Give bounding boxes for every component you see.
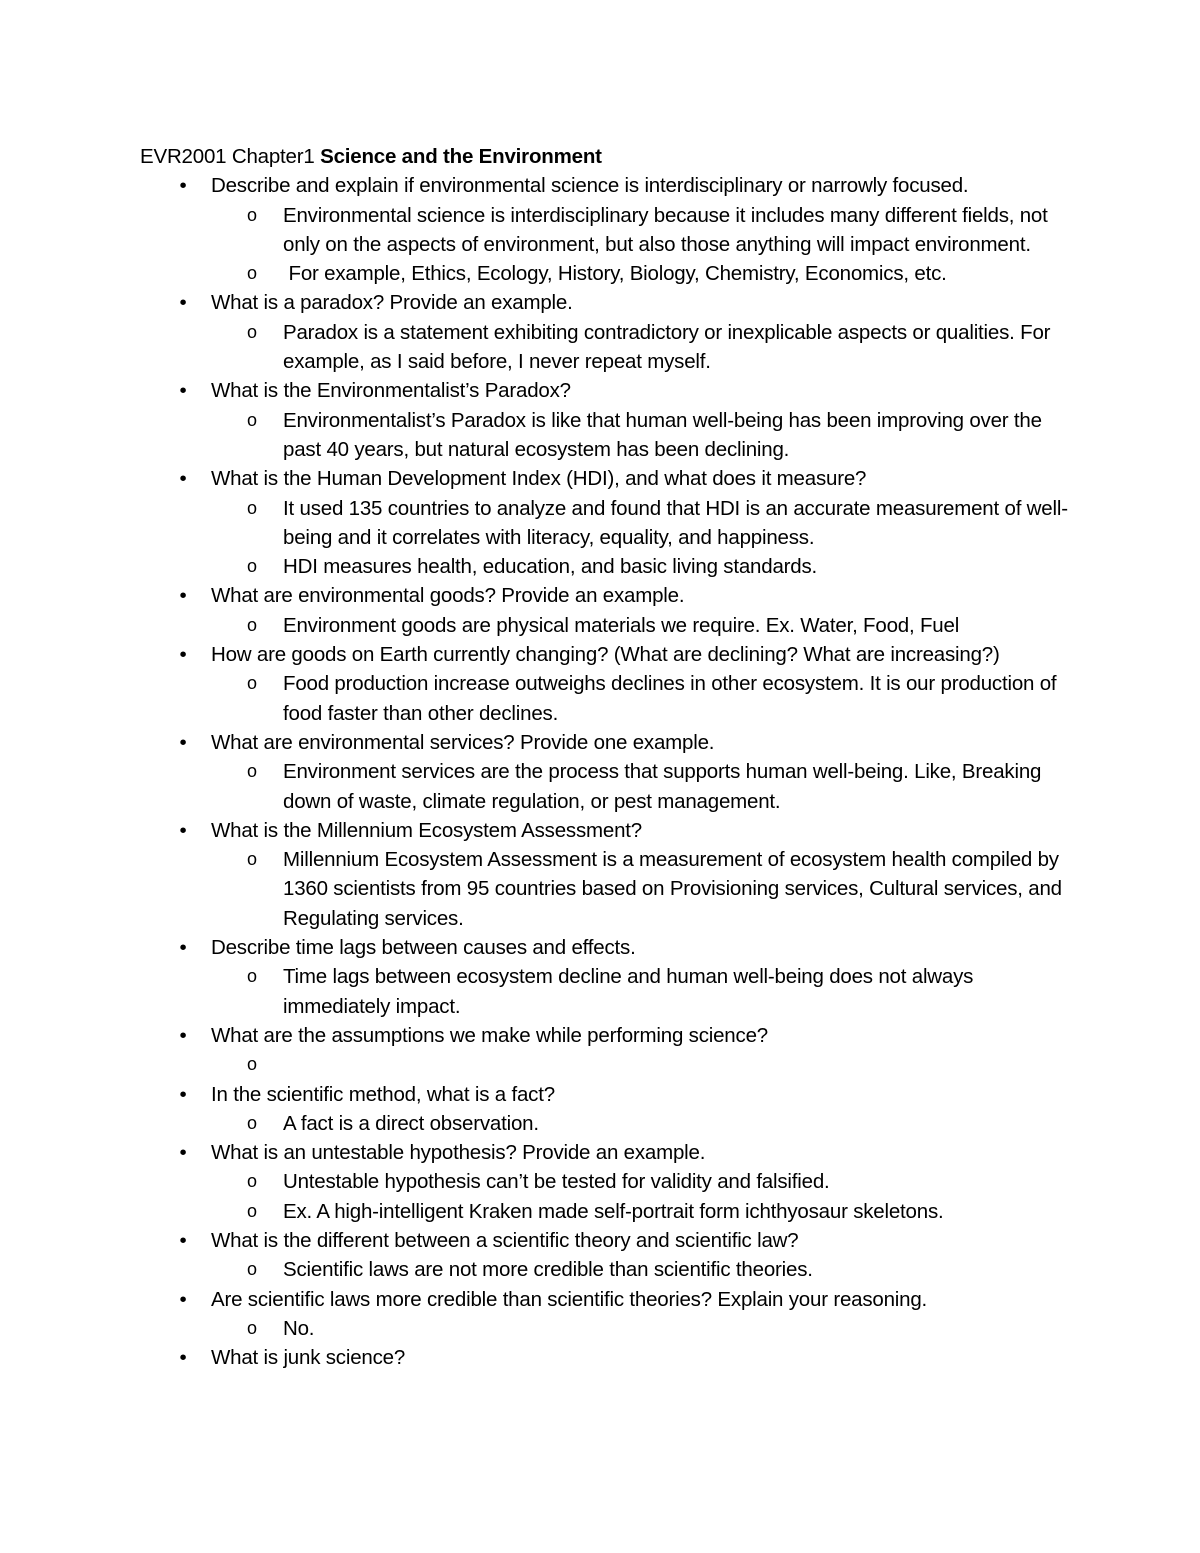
circle-bullet-icon: o: [247, 761, 257, 782]
circle-bullet-icon: o: [247, 556, 257, 577]
circle-bullet-icon: o: [247, 966, 257, 987]
bullet-icon: •: [179, 1228, 187, 1252]
answer-text: Environment services are the process that supports human well-being. Like, Breaking down of waste, climate regulation, or pest management.: [283, 760, 1047, 813]
circle-bullet-icon: o: [247, 497, 257, 518]
answer-item: [211, 757, 1070, 816]
answer-text: Millennium Ecosystem Assessment is a measurement of ecosystem health compiled by 1360 scientists from 95 countries based on Provisioning services, Cultural services, and Regulating services.: [283, 848, 1068, 930]
question-text: Describe and explain if environmental science is interdisciplinary or narrowly focused.: [211, 174, 969, 198]
circle-bullet-icon: o: [247, 321, 257, 342]
bullet-icon: •: [179, 379, 187, 403]
title-chapter-name: Science and the Environment: [320, 145, 602, 168]
circle-bullet-icon: o: [247, 204, 257, 225]
question-text: What is the Human Development Index (HDI), and what does it measure?: [211, 467, 867, 491]
question-item: [140, 933, 1070, 1021]
answer-text: Untestable hypothesis can’t be tested for validity and falsified.: [283, 1170, 830, 1194]
answer-list: [211, 1050, 1070, 1079]
answer-list: [211, 406, 1070, 465]
circle-bullet-icon: o: [247, 1317, 257, 1338]
question-text: In the scientific method, what is a fact?: [211, 1082, 555, 1106]
answer-list: [211, 669, 1070, 728]
question-item: [140, 640, 1070, 728]
bullet-icon: •: [179, 936, 187, 960]
bullet-icon: •: [179, 1082, 187, 1106]
bullet-icon: •: [179, 174, 187, 198]
answer-item: [211, 406, 1070, 465]
circle-bullet-icon: o: [247, 849, 257, 870]
question-item: [140, 376, 1070, 464]
document-title: [140, 142, 1070, 171]
circle-bullet-icon: o: [247, 1171, 257, 1192]
question-text: What are the assumptions we make while performing science?: [211, 1023, 768, 1047]
answer-text: Time lags between ecosystem decline and human well-being does not always immediately impact.: [283, 965, 979, 1018]
circle-bullet-icon: o: [247, 1054, 257, 1075]
question-text: Describe time lags between causes and effects.: [211, 936, 636, 960]
question-text: What is the Millennium Ecosystem Assessment?: [211, 818, 642, 842]
answer-item: [211, 611, 1070, 640]
answer-text: Paradox is a statement exhibiting contradictory or inexplicable aspects or qualities. For example, as I said before, I never repeat myself.: [283, 320, 1056, 374]
bullet-icon: •: [179, 1346, 187, 1370]
circle-bullet-icon: o: [247, 673, 257, 694]
question-item: [140, 464, 1070, 581]
circle-bullet-icon: o: [247, 263, 257, 284]
question-text: What is junk science?: [211, 1346, 406, 1370]
answer-text: A fact is a direct observation.: [283, 1111, 539, 1135]
answer-item: [211, 1197, 1070, 1226]
answer-item: [211, 1314, 1070, 1343]
question-list: [140, 171, 1070, 1372]
bullet-icon: •: [179, 818, 187, 842]
answer-item: [211, 552, 1070, 581]
circle-bullet-icon: o: [247, 1200, 257, 1221]
answer-text: Environmental science is interdisciplinary because it includes many different fields, not only on the aspects of environment, but also those anything will impact environment.: [283, 203, 1054, 256]
question-text: What are environmental services? Provide one example.: [211, 730, 715, 754]
question-item: [140, 581, 1070, 640]
answer-list: [211, 611, 1070, 640]
answer-text: Ex. A high-intelligent Kraken made self-portrait form ichthyosaur skeletons.: [283, 1199, 944, 1223]
bullet-icon: •: [179, 643, 187, 667]
bullet-icon: •: [179, 1023, 187, 1047]
bullet-icon: •: [179, 730, 187, 754]
circle-bullet-icon: o: [247, 409, 257, 430]
question-text: What is a paradox? Provide an example.: [211, 291, 573, 315]
question-text: Are scientific laws more credible than scientific theories? Explain your reasoning.: [211, 1287, 928, 1311]
answer-item: [211, 1167, 1070, 1196]
question-item: [140, 816, 1070, 933]
question-item: [140, 1226, 1070, 1285]
circle-bullet-icon: o: [247, 1259, 257, 1280]
answer-text: No.: [283, 1316, 315, 1340]
question-text: How are goods on Earth currently changing? (What are declining? What are increasing?): [211, 643, 1000, 667]
answer-list: [211, 1167, 1070, 1226]
answer-list: [211, 757, 1070, 816]
answer-item: [211, 318, 1070, 377]
answer-list: [211, 201, 1070, 289]
question-item: [140, 728, 1070, 816]
answer-item: [211, 845, 1070, 933]
answer-item: [211, 669, 1070, 728]
answer-list: [211, 1109, 1070, 1138]
answer-item: [211, 1255, 1070, 1284]
answer-item: [211, 494, 1070, 553]
answer-item: [211, 259, 1070, 288]
answer-item: [211, 962, 1070, 1021]
title-course: EVR2001 Chapter1: [140, 145, 315, 168]
answer-text: HDI measures health, education, and basic living standards.: [283, 555, 818, 579]
answer-list: [211, 318, 1070, 377]
question-item: [140, 1343, 1070, 1372]
answer-list: [211, 1314, 1070, 1343]
answer-text: Scientific laws are not more credible than scientific theories.: [283, 1258, 813, 1282]
question-item: [140, 288, 1070, 376]
bullet-icon: •: [179, 584, 187, 608]
bullet-icon: •: [179, 1287, 187, 1311]
bullet-icon: •: [179, 1141, 187, 1165]
bullet-icon: •: [179, 467, 187, 491]
answer-list: [211, 494, 1070, 582]
circle-bullet-icon: o: [247, 1112, 257, 1133]
answer-text: For example, Ethics, Ecology, History, Biology, Chemistry, Economics, etc.: [283, 262, 947, 286]
question-item: [140, 171, 1070, 288]
bullet-icon: •: [179, 291, 187, 315]
question-text: What are environmental goods? Provide an example.: [211, 584, 685, 608]
question-item: [140, 1285, 1070, 1344]
answer-list: [211, 845, 1070, 933]
question-text: What is the Environmentalist’s Paradox?: [211, 379, 571, 403]
question-item: [140, 1021, 1070, 1080]
question-item: [140, 1138, 1070, 1226]
answer-item: [211, 1109, 1070, 1138]
answer-text: Food production increase outweighs declines in other ecosystem. It is our production of food faster than other declines.: [283, 672, 1062, 725]
answer-item: [211, 1050, 1070, 1079]
question-text: What is the different between a scientific theory and scientific law?: [211, 1228, 799, 1252]
answer-item: [211, 201, 1070, 260]
answer-text: Environmentalist’s Paradox is like that human well-being has been improving over the past 40 years, but natural ecosystem has been declining.: [283, 408, 1048, 461]
question-item: [140, 1080, 1070, 1139]
circle-bullet-icon: o: [247, 614, 257, 635]
question-text: What is an untestable hypothesis? Provide an example.: [211, 1141, 706, 1165]
answer-list: [211, 1255, 1070, 1284]
document-body: [140, 142, 1070, 1372]
answer-list: [211, 962, 1070, 1021]
answer-text: Environment goods are physical materials we require. Ex. Water, Food, Fuel: [283, 613, 960, 637]
answer-text: It used 135 countries to analyze and found that HDI is an accurate measurement of well-being and it correlates with literacy, equality, and happiness.: [283, 496, 1068, 549]
